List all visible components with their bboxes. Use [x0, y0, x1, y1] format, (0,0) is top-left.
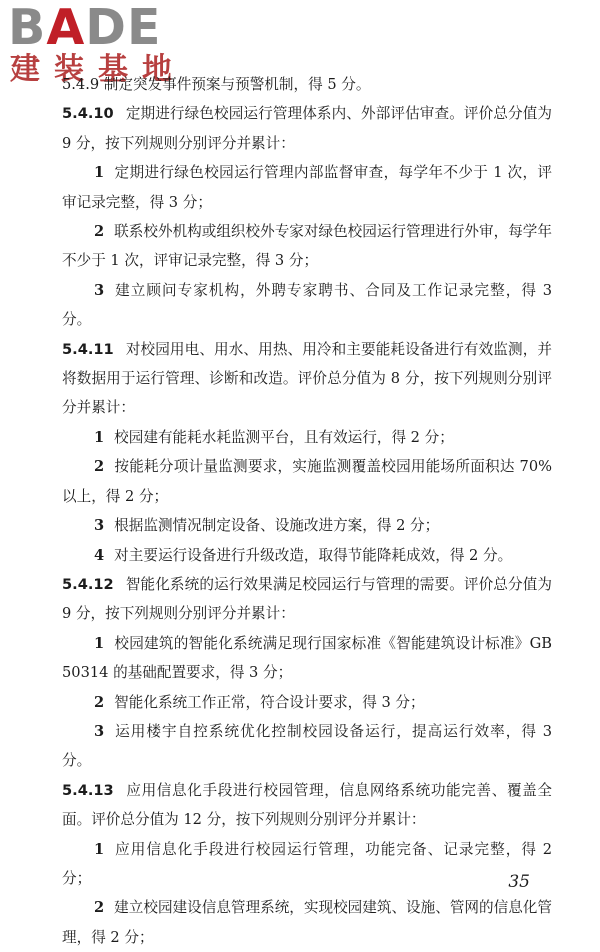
list-item: 2 建立校园建设信息管理系统，实现校园建筑、设施、管网的信息化管理，得 2 分； [62, 899, 552, 946]
list-item: 1 应用信息化手段进行校园运行管理，功能完备、记录完整，得 2 分； [62, 840, 552, 887]
document-body [62, 70, 552, 952]
list-item: 2 联系校外机构或组织校外专家对绿色校园运行管理进行外审，每学年不少于 1 次，评审记录完整，得 3 分； [62, 223, 552, 270]
section-5-4-10 [62, 99, 552, 334]
list-item: 4 对主要运行设备进行升级改造，取得节能降耗成效，得 2 分。 [94, 546, 513, 564]
page-number: 35 [508, 872, 530, 892]
first-line: 5.4.9 制定突发事件预案与预警机制，得 5 分。 [62, 76, 371, 93]
clause-text: 应用信息化手段进行校园管理，信息网络系统功能完善、覆盖全面。评价总分值为 12 分，按下列规则分别评分并累计： [62, 781, 552, 829]
clause-number: 5.4.11 [62, 340, 114, 358]
clause [62, 99, 552, 158]
clause-text: 对校园用电、用水、用热、用冷和主要能耗设备进行有效监测，并将数据用于运行管理、诊断和改造。评价总分值为 8 分，按下列规则分别评分并累计： [62, 340, 552, 417]
section-5-4-13 [62, 776, 552, 952]
section-5-4-12 [62, 570, 552, 776]
logo-subtitle: 建装基地 [10, 52, 186, 87]
list-item: 1 校园建筑的智能化系统满足现行国家标准《智能建筑设计标准》GB 50314 的基础配置要求，得 3 分； [62, 634, 552, 682]
clause [62, 570, 552, 629]
logo-brand: BADE [8, 0, 162, 56]
list-item: 1 校园建有能耗水耗监测平台，且有效运行，得 2 分； [94, 428, 454, 446]
clause [62, 335, 552, 423]
clause-number: 5.4.12 [62, 575, 114, 593]
clause [62, 776, 552, 835]
list-item: 3 建立顾问专家机构，外聘专家聘书、合同及工作记录完整，得 3 分。 [62, 281, 552, 329]
list-item: 3 运用楼宇自控系统优化控制校园设备运行，提高运行效率，得 3 分。 [62, 722, 552, 770]
clause-number: 5.4.13 [62, 781, 114, 799]
clause-text: 定期进行绿色校园运行管理体系内、外部评估审查。评价总分值为 9 分，按下列规则分别评分并累计： [62, 105, 552, 152]
clause-text: 智能化系统的运行效果满足校园运行与管理的需要。评价总分值为 9 分，按下列规则分别评分并累计： [62, 575, 552, 623]
clause-number: 5.4.10 [62, 105, 114, 123]
list-item: 2 按能耗分项计量监测要求，实施监测覆盖校园用能场所面积达 70%以上，得 2 分； [62, 458, 552, 505]
list-item: 3 根据监测情况制定设备、设施改进方案，得 2 分； [94, 517, 440, 535]
section-5-4-11 [62, 335, 552, 570]
list-item: 1 定期进行绿色校园运行管理内部监督审查，每学年不少于 1 次，评审记录完整，得 3 分； [62, 164, 552, 211]
list-item: 2 智能化系统工作正常，符合设计要求，得 3 分； [94, 693, 425, 711]
